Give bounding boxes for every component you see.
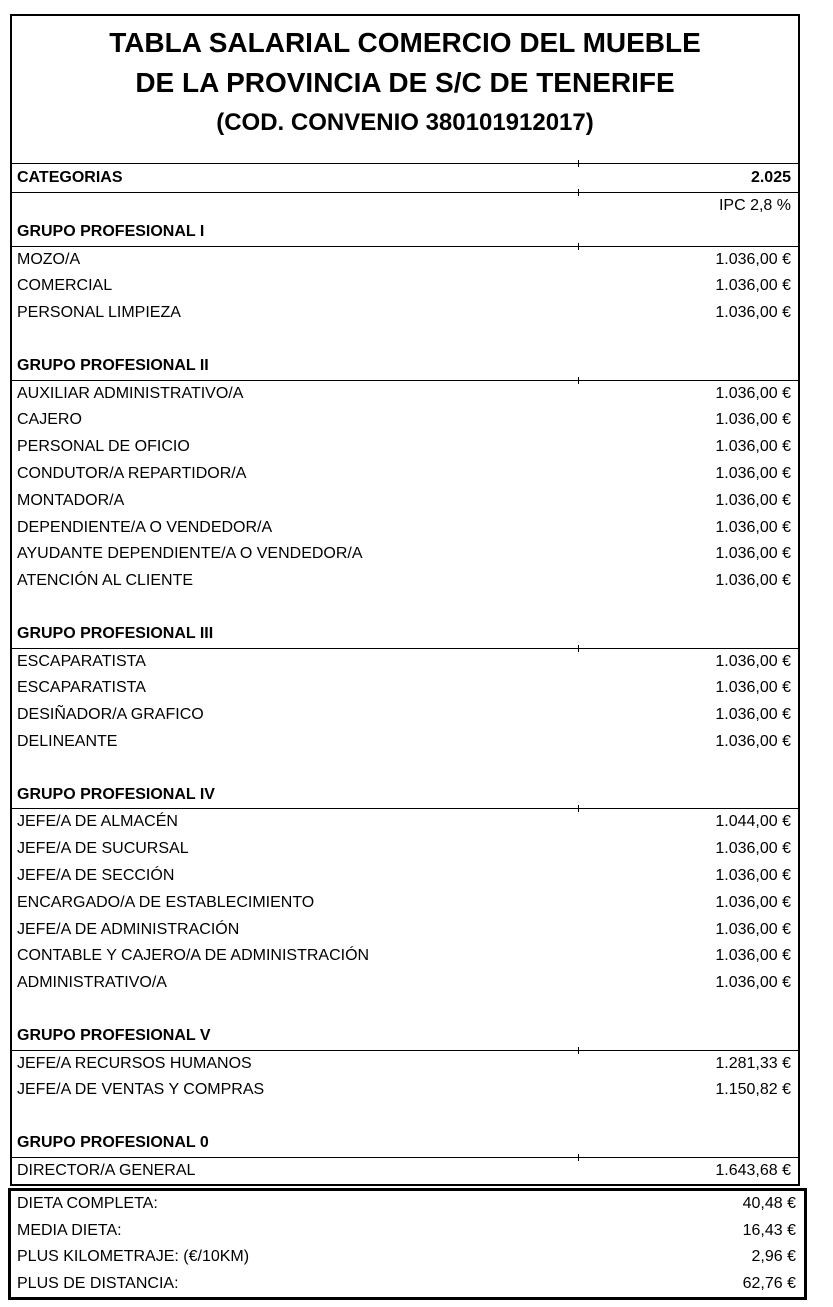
category-label: ATENCIÓN AL CLIENTE	[17, 572, 194, 590]
spacer-row	[12, 1104, 798, 1131]
category-row	[12, 381, 798, 408]
allowance-row	[11, 1218, 804, 1245]
salary-value: 1.281,33 €	[715, 1054, 791, 1072]
allowance-row	[11, 1191, 804, 1218]
salary-value: 1.036,00 €	[715, 679, 791, 697]
salary-value: 1.036,00 €	[715, 411, 791, 429]
category-label: AYUDANTE DEPENDIENTE/A O VENDEDOR/A	[17, 545, 363, 563]
category-label: JEFE/A DE ADMINISTRACIÓN	[17, 920, 240, 938]
group-name: GRUPO PROFESIONAL III	[17, 625, 214, 643]
group-name: GRUPO PROFESIONAL II	[17, 357, 209, 375]
salary-value: 1.643,68 €	[715, 1161, 791, 1179]
categories-header-row	[12, 164, 798, 193]
salary-value: 1.036,00 €	[715, 277, 791, 295]
category-row	[12, 434, 798, 461]
group-header-row	[12, 220, 798, 247]
category-label: CONDUTOR/A REPARTIDOR/A	[17, 464, 247, 482]
salary-value: 1.036,00 €	[715, 840, 791, 858]
category-label: PERSONAL DE OFICIO	[17, 438, 190, 456]
spacer-row	[12, 756, 798, 783]
category-label: AUXILIAR ADMINISTRATIVO/A	[17, 384, 244, 402]
category-row	[12, 863, 798, 890]
salary-value: 1.036,00 €	[715, 866, 791, 884]
group-name: GRUPO PROFESIONAL IV	[17, 786, 215, 804]
category-row	[12, 568, 798, 595]
ipc-row	[12, 193, 798, 220]
category-row	[12, 1051, 798, 1078]
category-row	[12, 541, 798, 568]
category-label: COMERCIAL	[17, 277, 113, 295]
category-row	[12, 649, 798, 676]
category-row	[12, 943, 798, 970]
salary-value: 1.036,00 €	[715, 652, 791, 670]
spacer-row	[12, 327, 798, 354]
category-label: ENCARGADO/A DE ESTABLECIMIENTO	[17, 893, 315, 911]
allowance-rows	[11, 1191, 804, 1297]
category-row	[12, 300, 798, 327]
category-label: JEFE/A DE SUCURSAL	[17, 840, 189, 858]
salary-value: 1.044,00 €	[715, 813, 791, 831]
category-label: CAJERO	[17, 411, 82, 429]
allowance-row	[11, 1271, 804, 1298]
salary-value: 1.036,00 €	[715, 518, 791, 536]
category-row	[12, 702, 798, 729]
category-label: DELINEANTE	[17, 732, 118, 750]
category-label: ADMINISTRATIVO/A	[17, 974, 167, 992]
group-header-row	[12, 1131, 798, 1158]
salary-value: 1.036,00 €	[715, 706, 791, 724]
category-label: ESCAPARATISTA	[17, 652, 146, 670]
title-line-3: (COD. CONVENIO 380101912017)	[216, 109, 594, 136]
spacer-row	[12, 997, 798, 1024]
allowance-label: PLUS KILOMETRAJE: (€/10KM)	[17, 1248, 250, 1265]
allowance-value: 62,76 €	[742, 1274, 796, 1292]
salary-value: 1.036,00 €	[715, 384, 791, 402]
group-name: GRUPO PROFESIONAL I	[17, 223, 205, 241]
category-row	[12, 461, 798, 488]
group-header-row	[12, 783, 798, 810]
category-row	[12, 809, 798, 836]
category-label: CONTABLE Y CAJERO/A DE ADMINISTRACIÓN	[17, 947, 370, 965]
allowance-label: DIETA COMPLETA:	[17, 1195, 158, 1212]
salary-value: 1.036,00 €	[715, 491, 791, 509]
category-row	[12, 970, 798, 997]
category-label: JEFE/A RECURSOS HUMANOS	[17, 1054, 252, 1072]
allowance-row	[11, 1244, 804, 1271]
group-name: GRUPO PROFESIONAL 0	[17, 1134, 209, 1152]
title-block	[12, 16, 798, 164]
category-rows	[12, 220, 798, 1185]
group-header-row	[12, 354, 798, 381]
salary-value: 1.036,00 €	[715, 464, 791, 482]
group-name: GRUPO PROFESIONAL V	[17, 1027, 211, 1045]
category-row	[12, 836, 798, 863]
category-label: ESCAPARATISTA	[17, 679, 146, 697]
salary-value: 1.150,82 €	[715, 1081, 791, 1099]
allowance-label: MEDIA DIETA:	[17, 1221, 122, 1239]
category-label: DEPENDIENTE/A O VENDEDOR/A	[17, 518, 273, 536]
category-label: DESIÑADOR/A GRAFICO	[17, 706, 204, 724]
group-header-row	[12, 622, 798, 649]
ipc-value: IPC 2,8 %	[718, 197, 791, 214]
category-label: MOZO/A	[17, 250, 81, 268]
salary-value: 1.036,00 €	[715, 545, 791, 563]
salary-value: 1.036,00 €	[715, 947, 791, 965]
category-row	[12, 729, 798, 756]
salary-value: 1.036,00 €	[715, 304, 791, 322]
spacer-row	[12, 595, 798, 622]
salary-value: 1.036,00 €	[715, 974, 791, 992]
category-row	[12, 247, 798, 274]
category-row	[12, 515, 798, 542]
category-row	[12, 1158, 798, 1185]
category-label: JEFE/A DE VENTAS Y COMPRAS	[17, 1081, 265, 1099]
salary-value: 1.036,00 €	[715, 250, 791, 268]
salary-value: 1.036,00 €	[715, 732, 791, 750]
allowance-value: 40,48 €	[742, 1195, 796, 1212]
salary-value: 1.036,00 €	[715, 893, 791, 911]
category-label: DIRECTOR/A GENERAL	[17, 1161, 196, 1179]
title-line-1: TABLA SALARIAL COMERCIO DEL MUEBLE	[109, 27, 701, 58]
allowances-box	[8, 1188, 807, 1300]
salary-value: 1.036,00 €	[715, 920, 791, 938]
allowance-label: PLUS DE DISTANCIA:	[17, 1274, 179, 1292]
salary-value: 1.036,00 €	[715, 438, 791, 456]
category-row	[12, 917, 798, 944]
category-label: JEFE/A DE ALMACÉN	[17, 813, 178, 831]
categories-label: CATEGORIAS	[17, 168, 123, 186]
allowance-value: 16,43 €	[742, 1221, 796, 1239]
category-label: PERSONAL LIMPIEZA	[17, 304, 181, 322]
title-line-2: DE LA PROVINCIA DE S/C DE TENERIFE	[135, 67, 675, 98]
year-label: 2.025	[750, 168, 791, 186]
category-row	[12, 407, 798, 434]
category-row	[12, 1077, 798, 1104]
salary-value: 1.036,00 €	[715, 572, 791, 590]
salary-table	[10, 14, 800, 1186]
group-header-row	[12, 1024, 798, 1051]
category-row	[12, 273, 798, 300]
category-row	[12, 890, 798, 917]
category-label: MONTADOR/A	[17, 491, 125, 509]
category-label: JEFE/A DE SECCIÓN	[17, 866, 175, 884]
allowance-value: 2,96 €	[751, 1248, 796, 1265]
category-row	[12, 675, 798, 702]
category-row	[12, 488, 798, 515]
